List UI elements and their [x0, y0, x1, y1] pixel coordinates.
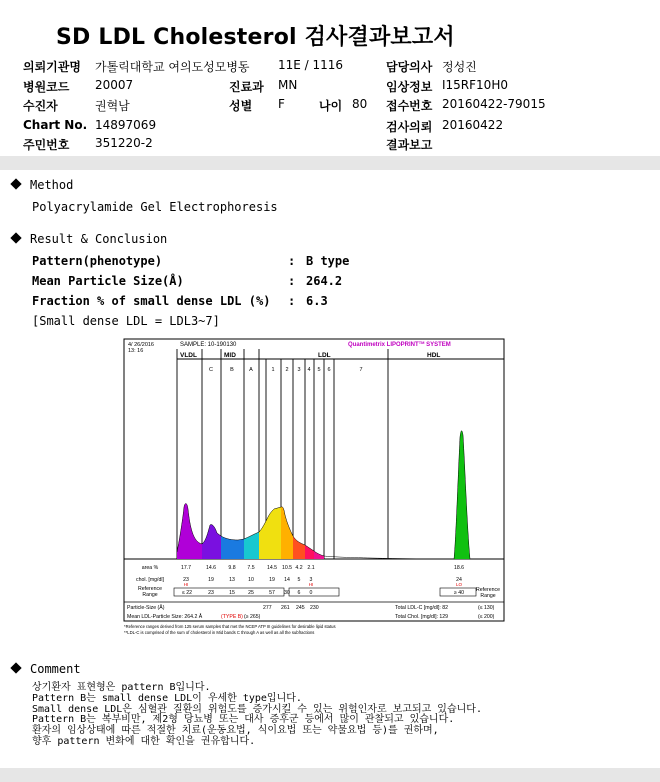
size-value: 264.2 — [306, 274, 343, 288]
reference-right-line1: Reference — [476, 587, 500, 593]
sex-value: F — [278, 97, 285, 111]
chol-ldl-3: 5 — [297, 577, 301, 583]
hdl-region-label: HDL — [427, 352, 441, 359]
method-heading: Method — [12, 178, 73, 192]
fraction-label: Fraction % of small dense LDL (%) — [32, 294, 271, 308]
department-label: 진료과 — [229, 80, 264, 94]
particle-size-1: 277 — [263, 605, 272, 611]
chol-mid-b: 13 — [229, 577, 235, 583]
chart-no-label: Chart No. — [23, 118, 88, 132]
ref-mid-c: 23 — [208, 590, 214, 596]
ref-ldl-4: 0 — [309, 590, 313, 596]
patient-value: 권혁남 — [95, 99, 130, 113]
reference-label-line2: Range — [142, 592, 158, 598]
flag-hdl: LO — [455, 582, 463, 587]
ref-ldl-2: 30 — [284, 590, 290, 596]
accession-value: 20160422-79015 — [442, 97, 546, 111]
comment-line: 환자의 임상상태에 따른 적절한 치료(운동요법, 식이요법 또는 약물요법 등)를 권하며, — [32, 725, 439, 737]
pattern-label: Pattern(phenotype) — [32, 254, 163, 268]
band-7-label: 7 — [359, 367, 363, 373]
diamond-bullet-icon — [10, 232, 21, 243]
comment-heading: Comment — [12, 662, 81, 676]
band-c-label: C — [209, 367, 213, 373]
result-heading: Result & Conclusion — [12, 232, 167, 246]
report-title: SD LDL Cholesterol 검사결과보고서 — [56, 25, 455, 50]
comment-body — [32, 683, 482, 748]
reference-label-line1: Reference — [138, 586, 162, 592]
ref-mid-b: 15 — [229, 590, 235, 596]
area-label: area % — [141, 565, 159, 571]
brand-name: Quantimetrix LIPOPRINT™ SYSTEM — [348, 340, 451, 348]
ref-hdl: ≥ 40 — [453, 590, 465, 596]
band-3-label: 3 — [297, 367, 301, 373]
particle-size-2: 261 — [281, 605, 290, 611]
age-label: 나이 — [319, 99, 343, 113]
flag-vldl: HI — [183, 582, 189, 587]
comment-line: 상기환자 표현형은 pattern B입니다. — [32, 682, 211, 693]
total-chol-ref: (≤ 200) — [478, 614, 495, 620]
section-divider — [0, 156, 660, 170]
institution-label: 의뢰기관명 — [23, 60, 81, 74]
area-mid-a: 7.5 — [247, 565, 255, 571]
band-5-label: 5 — [317, 367, 321, 373]
size-colon: : — [288, 274, 296, 288]
type-reference: (≥ 265) — [244, 614, 261, 620]
ref-ldl-1: 57 — [269, 590, 275, 596]
ward-value: 11E / 1116 — [278, 58, 344, 72]
chart-no-value: 14897069 — [95, 118, 157, 132]
request-date-label: 검사의뢰 — [386, 120, 433, 134]
resident-label: 주민번호 — [23, 138, 70, 152]
area-hdl: 18.6 — [453, 565, 465, 571]
institution-value: 가톨릭대학교 여의도성모병동 — [95, 60, 250, 74]
method-text: Polyacrylamide Gel Electrophoresis — [32, 200, 278, 214]
pattern-colon: : — [288, 254, 296, 268]
band-6-label: 6 — [327, 367, 331, 373]
lipoprint-densitometry-figure — [120, 337, 508, 639]
type-label: (TYPE B) — [221, 614, 243, 620]
particle-size-4: 230 — [310, 605, 319, 611]
fraction-value: 6.3 — [306, 294, 328, 308]
band-2-label: 2 — [285, 367, 289, 373]
area-ldl-4: 2.1 — [307, 565, 315, 571]
clinical-info-label: 임상정보 — [386, 80, 433, 94]
particle-size-label: Particle-Size (Å) — [127, 605, 165, 611]
hospital-code-label: 병원코드 — [23, 80, 70, 94]
chol-ldl-4: 3 — [309, 577, 313, 583]
diamond-bullet-icon — [10, 662, 21, 673]
chol-mid-c: 19 — [208, 577, 214, 583]
fraction-colon: : — [288, 294, 296, 308]
report-date: 4/ 26/2016 — [128, 342, 154, 348]
sample-id: SAMPLE: 10-190130 — [180, 342, 237, 348]
mean-ldl-size: Mean LDL-Particle Size: 264.2 Å — [127, 614, 203, 620]
accession-label: 접수번호 — [386, 99, 433, 113]
reference-right-line2: Range — [480, 593, 496, 599]
footnote-2: **LDL-C is comprised of the sum of cholesterol in Mid bands C through A as well as all the subfractions — [124, 630, 315, 635]
area-vldl: 17.7 — [180, 565, 192, 571]
band-b-label: B — [230, 367, 234, 373]
size-label: Mean Particle Size(Å) — [32, 274, 184, 288]
total-ldlc: Total LDL-C [mg/dl]: 82 — [395, 605, 449, 611]
comment-line: Small dense LDL은 심혈관 질환의 위험도를 증가시킬 수 있는 위험인자로 보고되고 있습니다. — [32, 703, 482, 715]
total-chol: Total Chol. [mg/dl]: 129 — [395, 614, 449, 620]
band-4-label: 4 — [307, 367, 311, 373]
chol-hdl: 24 — [456, 577, 462, 583]
chol-vldl: 23 — [183, 577, 189, 583]
footnote-1: *Reference ranges derived from 125 serum samples that met the NCEP ATP III guidelines for desirable lipid status — [124, 624, 336, 629]
report-time: 13: 16 — [128, 348, 144, 354]
vldl-region-label: VLDL — [180, 352, 197, 359]
ref-vldl: ≤ 22 — [181, 590, 193, 596]
total-ldlc-ref: (≤ 130) — [478, 605, 495, 611]
flag-ldl-4: HI — [308, 582, 314, 587]
age-value: 80 — [352, 97, 368, 111]
area-mid-c: 14.6 — [205, 565, 217, 571]
patient-label: 수진자 — [23, 99, 58, 113]
patient-header — [0, 54, 660, 154]
doctor-value: 정성진 — [442, 60, 477, 74]
chol-mid-a: 10 — [248, 577, 254, 583]
chol-ldl-2: 14 — [284, 577, 290, 583]
clinical-info-value: I15RF10H0 — [442, 78, 508, 92]
resident-value: 351220-2 — [95, 136, 153, 150]
area-ldl-1: 14.5 — [266, 565, 278, 571]
result-report-label: 결과보고 — [386, 138, 433, 152]
chol-label: chol. [mg/dl] — [136, 577, 164, 583]
diamond-bullet-icon — [10, 178, 21, 189]
area-ldl-3: 4.2 — [295, 565, 303, 571]
comment-line: 향후 pattern 변화에 대한 확인을 권유합니다. — [32, 735, 256, 747]
particle-size-3: 245 — [296, 605, 305, 611]
footer-bar — [0, 768, 660, 782]
sex-label: 성별 — [229, 99, 253, 113]
doctor-label: 담당의사 — [386, 60, 433, 74]
pattern-value: B type — [306, 254, 350, 268]
ldl-region-label: LDL — [318, 352, 331, 359]
ref-mid-a: 25 — [248, 590, 254, 596]
band-1-label: 1 — [271, 367, 275, 373]
request-date-value: 20160422 — [442, 118, 504, 132]
sdldl-note: [Small dense LDL = LDL3~7] — [32, 314, 220, 328]
department-value: MN — [278, 78, 298, 92]
area-mid-b: 9.8 — [228, 565, 236, 571]
comment-line: Pattern B는 small dense LDL이 우세한 type입니다. — [32, 692, 302, 704]
mid-region-label: MID — [224, 352, 236, 359]
comment-line: Pattern B는 복부비만, 제2형 당뇨병 또는 대사 증후군 등에서 많이 관찰되고 있습니다. — [32, 714, 455, 726]
hospital-code-value: 20007 — [95, 78, 134, 92]
band-a-label: A — [249, 367, 253, 373]
ref-ldl-3: 6 — [297, 590, 301, 596]
chol-ldl-1: 19 — [269, 577, 275, 583]
area-ldl-2: 10.5 — [281, 565, 293, 571]
